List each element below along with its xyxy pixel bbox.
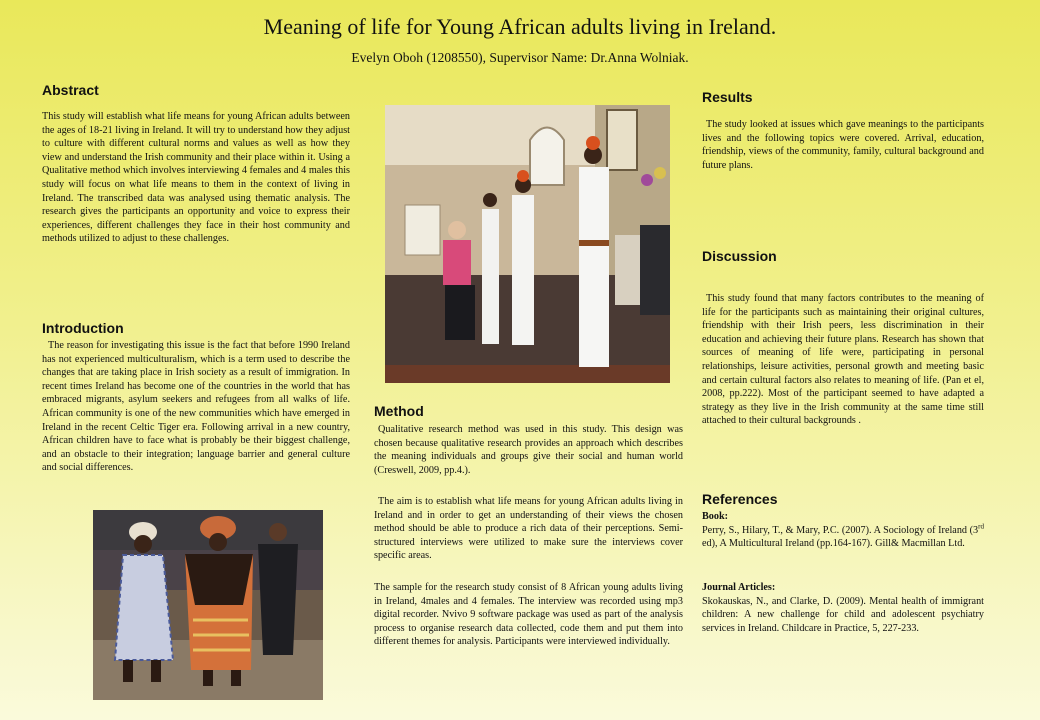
method-heading: Method [374,403,424,419]
results-text: The study looked at issues which gave meanings to the participants lives and the following topics were covered. Arrival, education, friendship, views of the community, family, cultural background and future plans. [702,119,984,171]
method-paragraph-3: The sample for the research study consist of 8 African young adults living in Ireland, 4males and 4 females. The interview was recorded using mp3 digital recorder. Nvivo 9 software package was used as part of the analysis process to organise research data collected, code them and put them into different themes for analysis. Participants were interviewed individually. [374,582,683,648]
street-procession-photo [93,510,323,700]
journal-citation: Skokauskas, N., and Clarke, D. (2009). Mental health of immigrant children: A new challenge for child and adolescent psychiatry services in Ireland. Childcare in Practice, 5, 227-233. [702,595,984,634]
discussion-heading: Discussion [702,248,777,264]
method-paragraph-1: Qualitative research method was used in this study. This design was chosen because qualitative research provides an approach which describes the meaning individuals and groups give their social and human world (Creswell, 2009, pp.4.). [374,424,683,476]
poster-title: Meaning of life for Young African adults living in Ireland. [263,14,777,39]
results-heading: Results [702,89,753,105]
book-citation-part-2: ed), A Multicultural Ireland (pp.164-167). Gill& Macmillan Ltd. [702,538,965,550]
book-label: Book: [702,511,729,522]
poster-subtitle: Evelyn Oboh (1208550), Supervisor Name: Dr.Anna Wolniak. [351,50,689,65]
discussion-text: This study found that many factors contributes to the meaning of life for the participants such as maintaining their original cultures, friendship with their Irish peers, less discrimination in their education and achieving their future plans. Research has shown that sources of meaning of life were, participating in personal relationships, leisure activities, personal growth and meeting basic and certain cultural factors also relates to meaning of life. (Pan et el, 2008, pp.222). Most of the participant seemed to have adapted a strategy as they live in the Irish community at the same time still attached to their cultural backgrounds . [702,293,984,427]
cultural-event-photo [385,105,670,383]
abstract-text: This study will establish what life means for young African adults between the ages of 18-21 living in Ireland. It will try to understand how they adjust to culture with different cultural norms and values as well as how they view and understand the Irish community and their place within it. Using a Qualitative method which involves interviewing 4 females and 4 males this study will focus on what life means to them in the context of living in Ireland. The transcribed data was analysed using thematic analysis. The research gives the participants an opportunity and voice to express their experiences, different challenges they face in their host community and methods utilized to adjust to these challenges. [42,111,350,245]
book-citation-part-1: Perry, S., Hilary, T., & Mary, P.C. (2007). A Sociology of Ireland (3 [702,524,979,536]
references-journal [702,581,984,635]
references-heading: References [702,491,778,507]
method-paragraph-2: The aim is to establish what life means for young African adults living in Ireland and in order to get an understanding of their views the chosen method should be able to produce a rich data of their perceptions. Semi-structured interviews were utilized to make sure the interviews cover specific areas. [374,496,683,562]
abstract-heading: Abstract [42,82,99,98]
introduction-heading: Introduction [42,320,124,336]
book-citation-edition-sup: rd [978,522,984,531]
journal-label: Journal Articles: [702,582,776,593]
references-book [702,510,984,551]
introduction-text: The reason for investigating this issue is the fact that before 1990 Ireland has not experienced multiculturalism, which is a term used to describe the changes that are taking place in Irish society as a result of immigration. In recent times Ireland has become one of the countries in the world that has embraced migrants, asylum seekers and refugees from all walks of life. African community is one of the new communities which have emerged in Ireland in the recent Celtic Tiger era. Following arrival in a new country, African children have to face what is probably be their biggest challenge, and an obstacle to their integration; language barrier and general culture and social differences. [42,340,350,474]
